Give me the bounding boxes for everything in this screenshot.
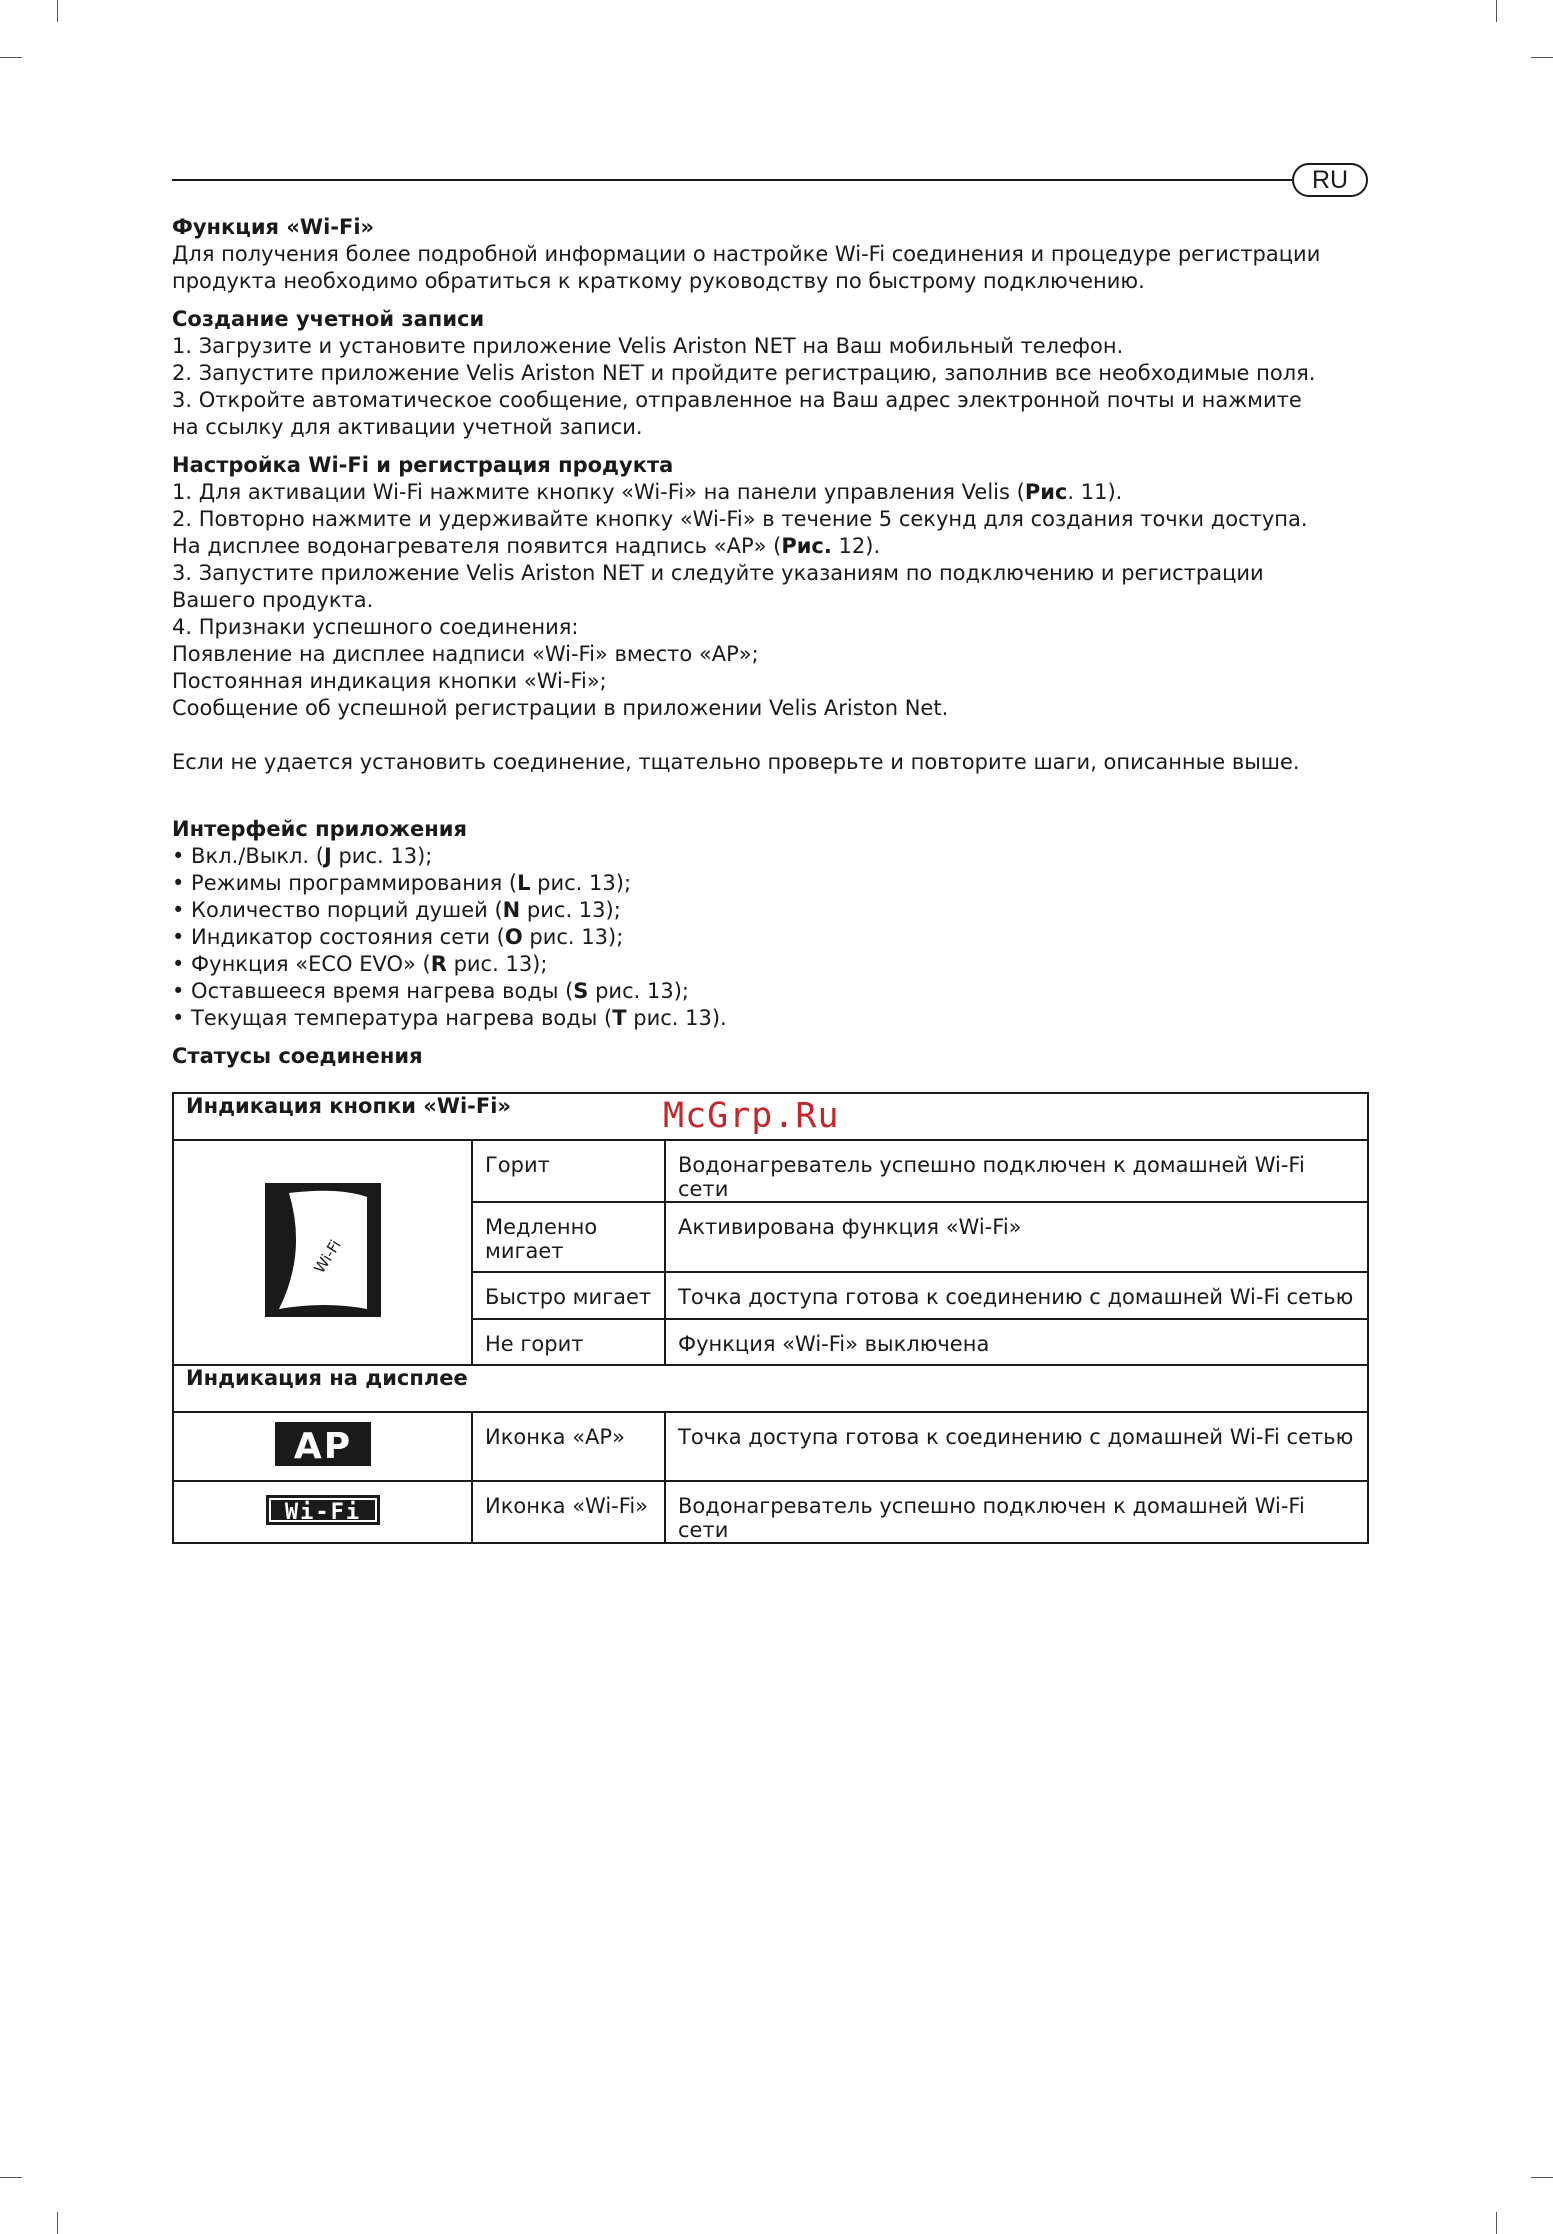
display-indication-header: Индикация на дисплее — [173, 1365, 1368, 1412]
watermark: McGrp.Ru — [663, 1096, 840, 1136]
status-state: Иконка «Wi-Fi» — [472, 1481, 665, 1543]
table-row — [173, 1481, 1368, 1543]
account-line: на ссылку для активации учетной записи. — [172, 415, 643, 439]
table-row — [173, 1140, 1368, 1202]
account-line: 2. Запустите приложение Velis Ariston NET и пройдите регистрацию, заполнив все необходимые поля. — [172, 361, 1316, 385]
status-state: Иконка «AP» — [472, 1412, 665, 1481]
account-line: 1. Загрузите и установите приложение Velis Ariston NET на Ваш мобильный телефон. — [172, 334, 1124, 358]
crop-mark — [1496, 0, 1497, 22]
setup-line: 4. Признаки успешного соединения: — [172, 615, 579, 639]
crop-mark — [1531, 2177, 1553, 2178]
interface-item: • Функция «ECO EVO» (R рис. 13); — [172, 952, 548, 976]
crop-mark — [1531, 57, 1553, 58]
section-title-wifi: Функция «Wi-Fi» — [172, 215, 375, 239]
interface-item: • Текущая температура нагрева воды (T рис. 13). — [172, 1006, 727, 1030]
crop-mark — [1496, 2212, 1497, 2234]
table-section-header — [173, 1365, 1368, 1412]
status-state: Медленно мигает — [472, 1202, 665, 1272]
status-description: Функция «Wi-Fi» выключена — [665, 1319, 1368, 1365]
wifi-text-line: Для получения более подробной информации о настройке Wi-Fi соединения и процедуре регистрации — [172, 242, 1321, 266]
crop-mark — [57, 2212, 58, 2234]
setup-line: 2. Повторно нажмите и удерживайте кнопку «Wi-Fi» в течение 5 секунд для создания точки доступа. — [172, 507, 1308, 531]
status-description: Точка доступа готова к соединению с домашней Wi-Fi сетью — [665, 1412, 1368, 1481]
page-body — [172, 214, 1370, 1070]
status-state: Не горит — [472, 1319, 665, 1365]
connection-status-table — [172, 1092, 1369, 1544]
setup-line: Вашего продукта. — [172, 588, 374, 612]
section-title-interface: Интерфейс приложения — [172, 817, 467, 841]
interface-item: • Оставшееся время нагрева воды (S рис. 13); — [172, 979, 689, 1003]
status-description: Водонагреватель успешно подключен к домашней Wi-Fi сети — [665, 1140, 1368, 1202]
ap-display-icon — [275, 1422, 371, 1466]
status-state: Горит — [472, 1140, 665, 1202]
wifi-icon-cell — [173, 1481, 472, 1543]
table-row — [173, 1412, 1368, 1481]
section-title-account: Создание учетной записи — [172, 307, 485, 331]
status-state: Быстро мигает — [472, 1272, 665, 1319]
interface-item: • Вкл./Выкл. (J рис. 13); — [172, 844, 433, 868]
setup-note: Если не удается установить соединение, тщательно проверьте и повторите шаги, описанные выше. — [172, 750, 1300, 774]
crop-mark — [57, 0, 58, 22]
interface-item: • Режимы программирования (L рис. 13); — [172, 871, 632, 895]
interface-item: • Количество порций душей (N рис. 13); — [172, 898, 621, 922]
status-description: Активирована функция «Wi-Fi» — [665, 1202, 1368, 1272]
section-title-setup: Настройка Wi-Fi и регистрация продукта — [172, 453, 674, 477]
crop-mark — [0, 57, 22, 58]
status-description: Водонагреватель успешно подключен к домашней Wi-Fi сети — [665, 1481, 1368, 1543]
setup-line: Появление на дисплее надписи «Wi-Fi» вместо «AP»; — [172, 642, 759, 666]
wifi-button-icon-label: Wi-Fi — [309, 1236, 345, 1277]
status-description: Точка доступа готова к соединению с домашней Wi-Fi сетью — [665, 1272, 1368, 1319]
wifi-display-icon — [266, 1495, 380, 1525]
wifi-text-line: продукта необходимо обратиться к краткому руководству по быстрому подключению. — [172, 269, 1145, 293]
language-badge: RU — [1292, 163, 1368, 197]
setup-line: 1. Для активации Wi-Fi нажмите кнопку «Wi-Fi» на панели управления Velis (Рис. 11). — [172, 480, 1123, 504]
ap-icon-cell — [173, 1412, 472, 1481]
crop-mark — [0, 2177, 22, 2178]
ap-display-icon-label: AP — [293, 1426, 352, 1466]
setup-line: Постоянная индикация кнопки «Wi-Fi»; — [172, 669, 607, 693]
setup-line: На дисплее водонагревателя появится надпись «AP» (Рис. 12). — [172, 534, 881, 558]
interface-item: • Индикатор состояния сети (O рис. 13); — [172, 925, 624, 949]
header-rule — [172, 179, 1292, 181]
wifi-button-icon-cell — [173, 1140, 472, 1365]
account-line: 3. Откройте автоматическое сообщение, отправленное на Ваш адрес электронной почты и нажмите — [172, 388, 1302, 412]
setup-line: Сообщение об успешной регистрации в приложении Velis Ariston Net. — [172, 696, 949, 720]
wifi-button-icon — [265, 1183, 381, 1317]
setup-line: 3. Запустите приложение Velis Ariston NET и следуйте указаниям по подключению и регистрации — [172, 561, 1264, 585]
section-title-statuses: Статусы соединения — [172, 1044, 423, 1068]
button-indication-header: Индикация кнопки «Wi-Fi» — [173, 1093, 1368, 1140]
wifi-display-icon-label: Wi-Fi — [284, 1499, 361, 1525]
